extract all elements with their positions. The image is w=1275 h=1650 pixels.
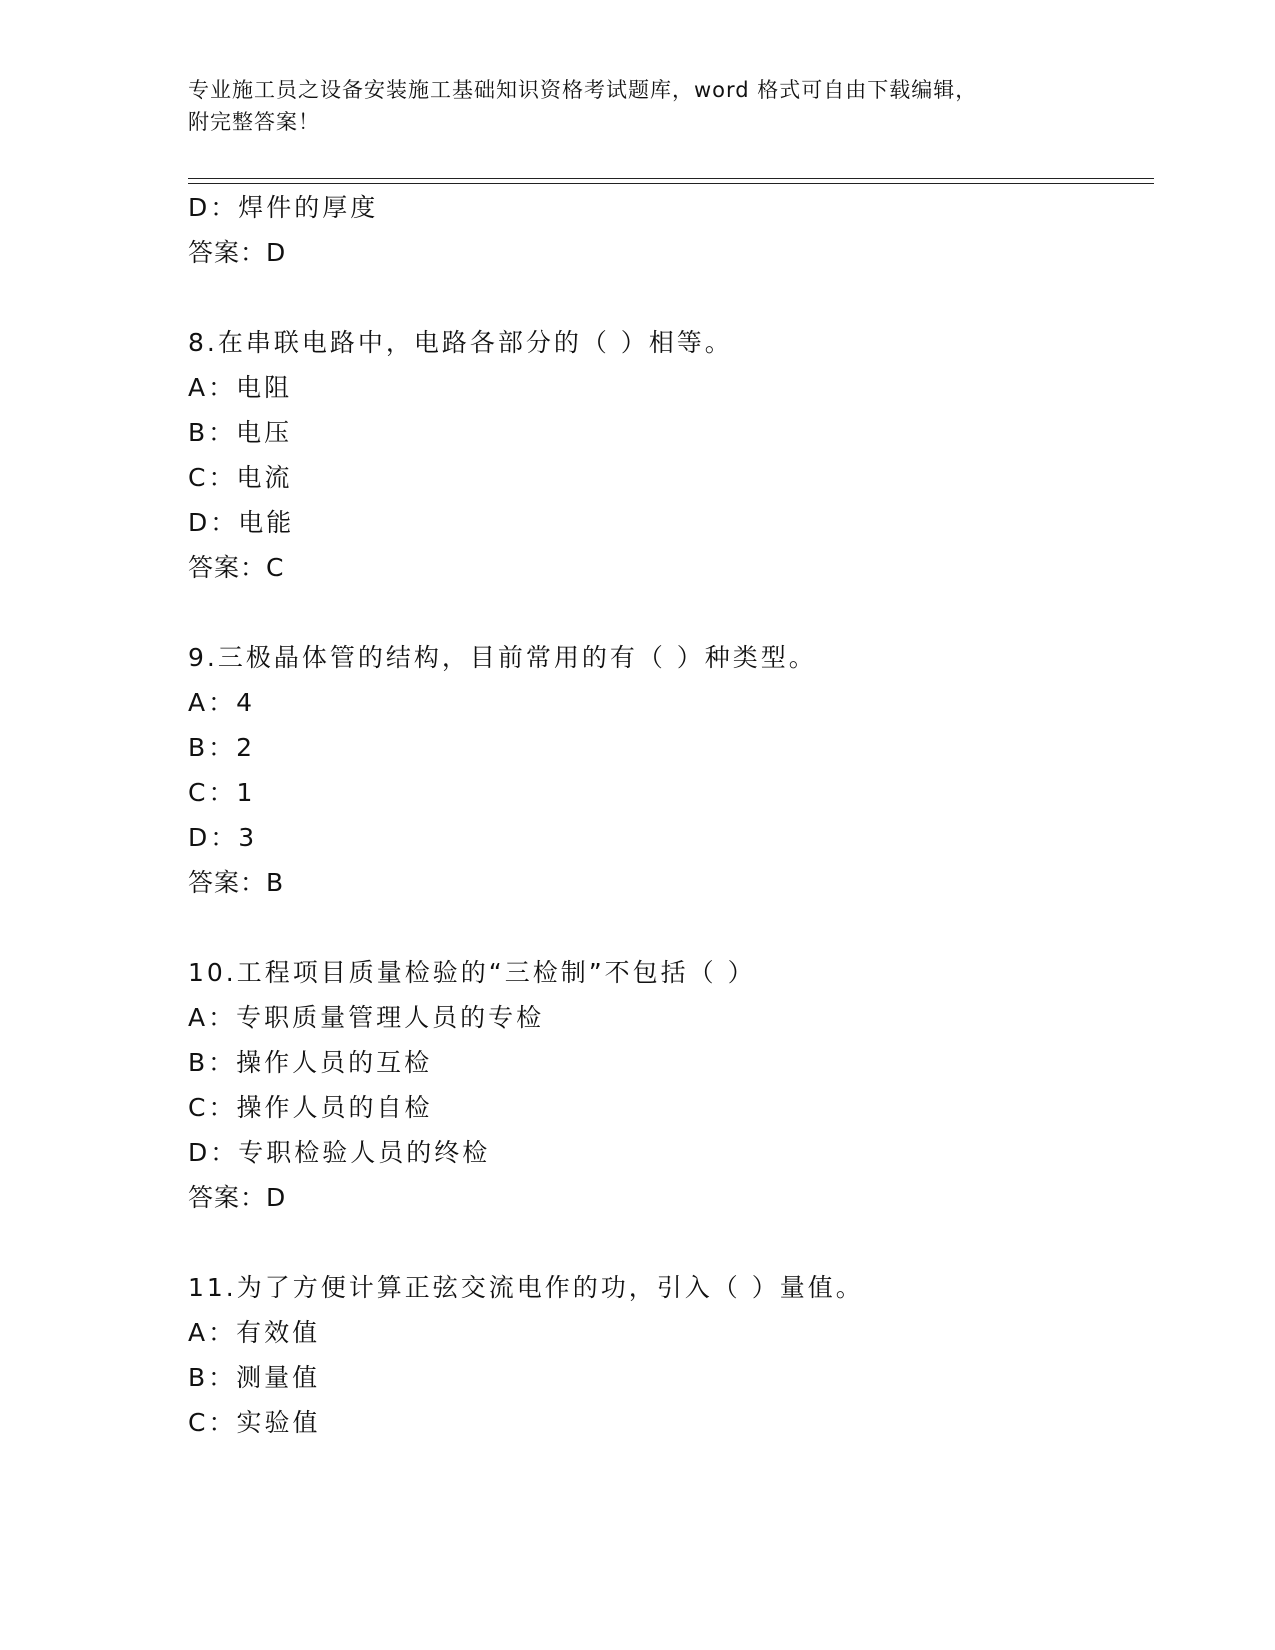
question-stem: 11.为了方便计算正弦交流电作的功，引入（ ）量值。 [188, 1273, 864, 1302]
option-d: D：专职检验人员的终检 [188, 1138, 491, 1167]
answer: 答案：D [188, 1183, 287, 1212]
answer: 答案：D [188, 238, 287, 267]
header-line-1: 专业施工员之设备安装施工基础知识资格考试题库，word 格式可自由下载编辑， [188, 78, 978, 102]
option-d: D：焊件的厚度 [188, 193, 379, 222]
question-stem: 8.在串联电路中，电路各部分的（ ）相等。 [188, 328, 733, 357]
option-d: D：3 [188, 823, 258, 852]
header-divider-bottom [188, 183, 1154, 184]
option-c: C：1 [188, 778, 256, 807]
option-a: A：电阻 [188, 373, 293, 402]
option-d: D：电能 [188, 508, 295, 537]
option-a: A：4 [188, 688, 256, 717]
option-c: C：电流 [188, 463, 293, 492]
header-line-2: 附完整答案！ [188, 110, 320, 134]
header-divider-top [188, 178, 1154, 179]
option-b: B：测量值 [188, 1363, 321, 1392]
option-b: B：电压 [188, 418, 293, 447]
option-a: A：专职质量管理人员的专检 [188, 1003, 545, 1032]
option-b: B：操作人员的互检 [188, 1048, 433, 1077]
option-b: B：2 [188, 733, 256, 762]
question-stem: 9.三极晶体管的结构，目前常用的有（ ）种类型。 [188, 643, 817, 672]
option-c: C：操作人员的自检 [188, 1093, 433, 1122]
document-header [188, 74, 1088, 138]
answer: 答案：B [188, 868, 285, 897]
option-c: C：实验值 [188, 1408, 321, 1437]
answer: 答案：C [188, 553, 285, 582]
question-stem: 10.工程项目质量检验的“三检制”不包括（ ） [188, 958, 756, 987]
option-a: A：有效值 [188, 1318, 321, 1347]
